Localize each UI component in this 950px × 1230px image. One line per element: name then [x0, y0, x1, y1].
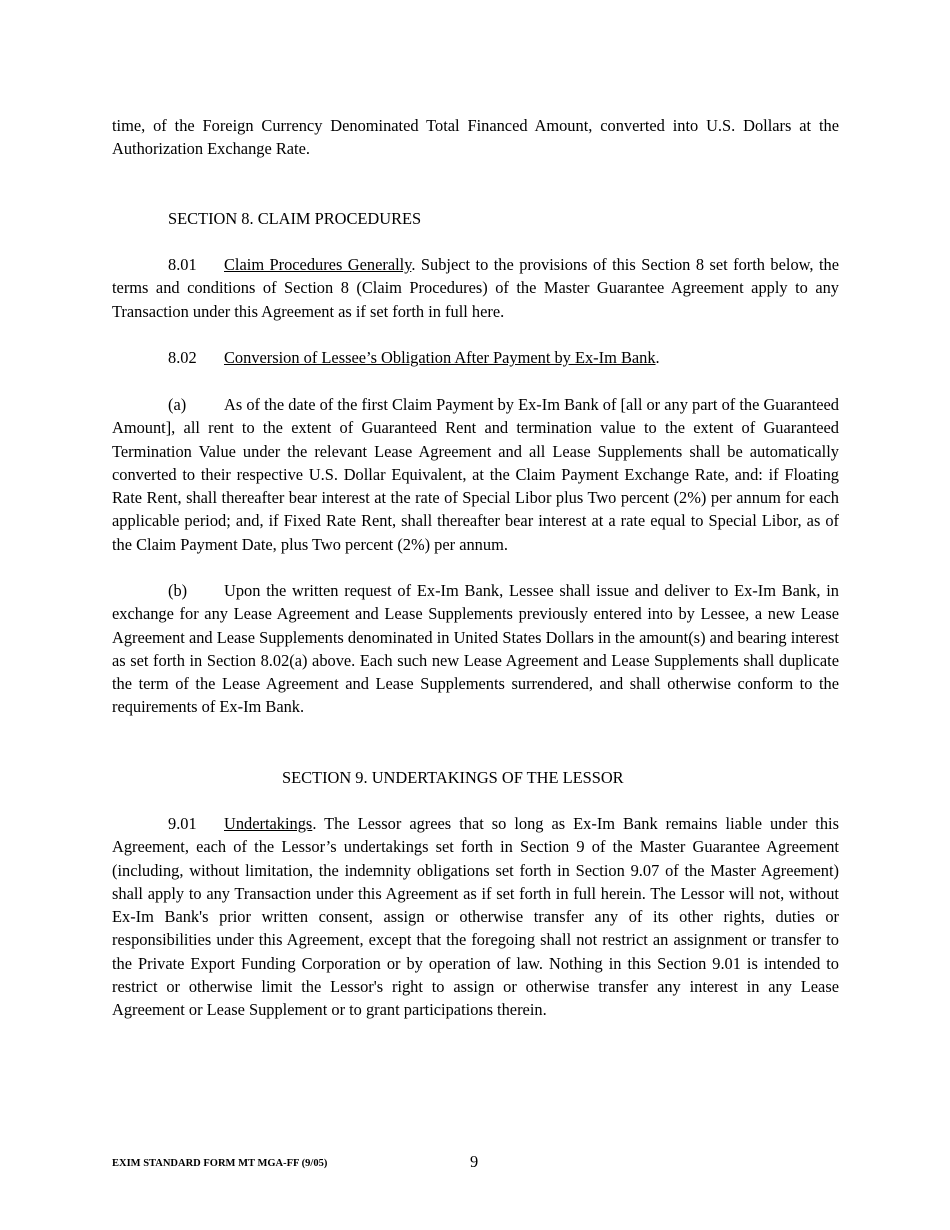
subparagraph-label: (a)	[168, 395, 187, 414]
paragraph-8-02-b	[112, 579, 839, 719]
paragraph-title: Undertakings	[224, 814, 313, 833]
paragraph-body: . The Lessor agrees that so long as Ex-Im Bank remains liable under this Agreement, each of the Lessor’s undertakings set forth in Section 9 of the Master Guarantee Agreement (including, without limitation, the indemnity obligations set forth in Section 9.07 of the Master Agreement) shall apply to any Transaction under this Agreement as if set forth in full herein. The Lessor will not, without Ex-Im Bank's prior written consent, assign or otherwise transfer any of its other rights, duties or responsibilities under this Agreement, except that the foregoing shall not restrict an assignment or transfer to the Private Export Funding Corporation or by operation of law. Nothing in this Section 9.01 is intended to restrict or otherwise limit the Lessor's right to assign or otherwise transfer any interest in any Lease Agreement or Lease Supplement or to grant participations therein.	[112, 814, 839, 1020]
intro-paragraph: time, of the Foreign Currency Denominated Total Financed Amount, converted into U.S. Dollars at the Authorization Exchange Rate.	[112, 116, 839, 159]
paragraph-body: .	[655, 348, 660, 367]
paragraph-8-02	[112, 346, 839, 369]
paragraph-title: Claim Procedures Generally	[224, 255, 412, 274]
page-number: 9	[470, 1152, 479, 1171]
paragraph-number: 8.02	[168, 348, 197, 367]
paragraph-number: 8.01	[168, 255, 197, 274]
section-8-heading: SECTION 8. CLAIM PROCEDURES	[168, 209, 422, 228]
subparagraph-label: (b)	[168, 581, 188, 600]
paragraph-9-01	[112, 812, 839, 1022]
section-9-heading: SECTION 9. UNDERTAKINGS OF THE LESSOR	[282, 768, 624, 787]
paragraph-8-02-a	[112, 393, 839, 556]
paragraph-body: Upon the written request of Ex-Im Bank, Lessee shall issue and deliver to Ex-Im Bank, in exchange for any Lease Agreement and Lease Supplements previously entered into by Lessee, a new Lease Agreement and Lease Supplements denominated in United States Dollars in the amount(s) and bearing interest as set forth in Section 8.02(a) above. Each such new Lease Agreement and Lease Supplements shall duplicate the term of the Lease Agreement and Lease Supplements surrendered, and shall otherwise conform to the requirements of Ex-Im Bank.	[112, 581, 839, 717]
paragraph-number: 9.01	[168, 814, 197, 833]
paragraph-body: . Subject to the provisions of this Section 8 set forth below, the terms and conditions of Section 8 (Claim Procedures) of the Master Guarantee Agreement apply to any Transaction under this Agreement as if set forth in full here.	[112, 255, 840, 321]
paragraph-title: Conversion of Lessee’s Obligation After Payment by Ex-Im Bank	[224, 348, 656, 367]
paragraph-body: As of the date of the first Claim Payment by Ex-Im Bank of [all or any part of the Guaranteed Amount], all rent to the extent of Guaranteed Rent and termination value to the extent of Guaranteed Termination Value under the relevant Lease Agreement and all Lease Supplements shall be automatically converted to their respective U.S. Dollar Equivalent, at the Claim Payment Exchange Rate, and: if Floating Rate Rent, shall thereafter bear interest at the rate of Special Libor plus Two percent (2%) per annum for each applicable period; and, if Fixed Rate Rent, shall thereafter bear interest at a rate equal to Special Libor, as of the Claim Payment Date, plus Two percent (2%) per annum.	[112, 395, 839, 554]
footer-form-label: EXIM STANDARD FORM MT MGA-FF (9/05)	[112, 1158, 328, 1169]
paragraph-8-01	[112, 253, 839, 323]
